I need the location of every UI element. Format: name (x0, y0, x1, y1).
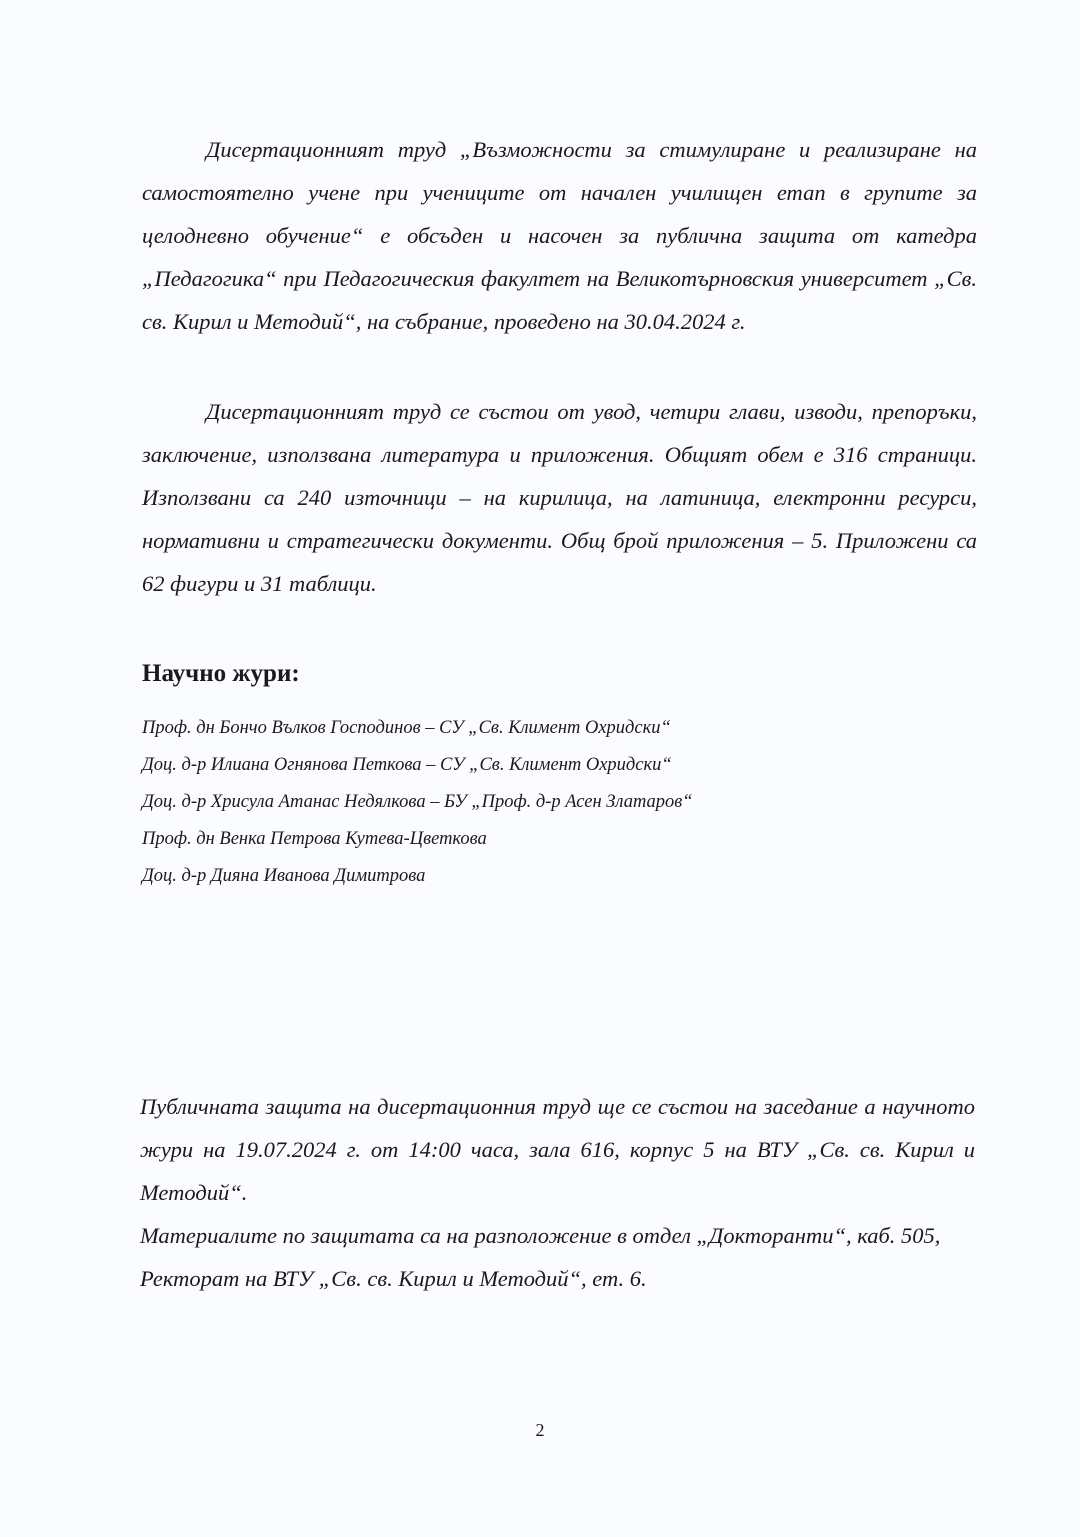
materials-notice: Материалите по защитата са на разположение в отдел „Докторанти“, каб. 505, Ректорат на ВТУ „Св. св. Кирил и Методий“, ет. 6. (140, 1223, 941, 1291)
paragraph-text: Дисертационният труд „Възможности за стимулиране и реализиране на самостоятелно учене при учениците от начален училищен етап в групите за целодневно обучение“ е обсъден и насочен за публична защита от катедра „Педагогика“ при Педагогическия факултет на Великотърновския университет „Св. св. Кирил и Методий“, на събрание, проведено на 30.04.2024 г. (142, 137, 977, 334)
dissertation-structure-paragraph (142, 390, 977, 605)
jury-list (142, 710, 693, 895)
page-number: 2 (535, 1420, 545, 1440)
jury-member: Доц. д-р Дияна Иванова Димитрова (142, 866, 426, 886)
jury-member: Доц. д-р Хрисула Атанас Недялкова – БУ „Проф. д-р Асен Златаров“ (142, 792, 693, 812)
paragraph-text: Дисертационният труд се състои от увод, четири глави, изводи, препоръки, заключение, използвана литература и приложения. Общият обем е 316 страници. Използвани са 240 източници – на кирилица, на латиница, електронни ресурси, нормативни и стратегически документи. Общ брой приложения – 5. Приложени са 62 фигури и 31 таблици. (142, 399, 977, 596)
defense-notice: Публичната защита на дисертационния труд ще се състои на заседание а научното жури на 19.07.2024 г. от 14:00 часа, зала 616, корпус 5 на ВТУ „Св. св. Кирил и Методий“. (140, 1094, 975, 1205)
dissertation-approval-paragraph (142, 128, 977, 343)
jury-member: Проф. дн Венка Петрова Кутева-Цветкова (142, 829, 487, 849)
jury-member: Доц. д-р Илиана Огнянова Петкова – СУ „Св. Климент Охридски“ (142, 755, 672, 775)
jury-member: Проф. дн Бончо Вълков Господинов – СУ „Св. Климент Охридски“ (142, 718, 671, 738)
jury-heading: Научно жури: (142, 660, 300, 687)
